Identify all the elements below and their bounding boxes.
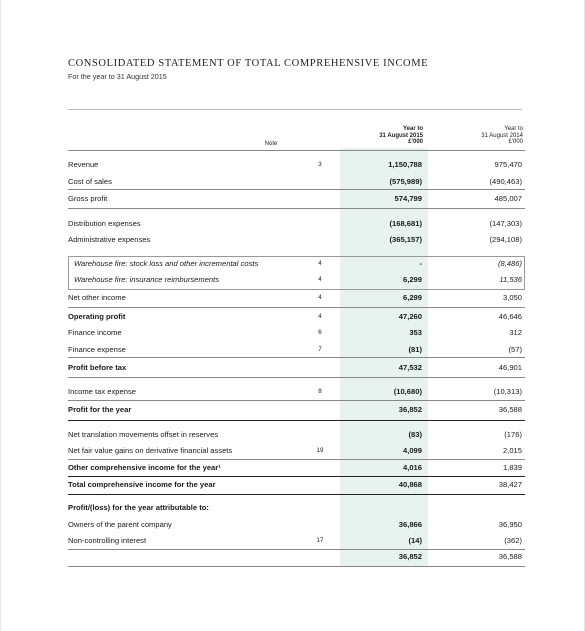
row-divider: [68, 476, 525, 477]
row-revenue: Revenue 3 1,150,788 975,470: [68, 160, 522, 169]
row-divider: [68, 189, 525, 190]
row-profit-for-the-year: Profit for the year 36,852 36,588: [68, 405, 522, 414]
row-net-other-income: Net other income 4 6,299 3,050: [68, 293, 522, 302]
row-non-controlling-interest: Non-controlling interest 17 (14) (362): [68, 536, 522, 545]
row-warehouse-fire-stock-loss: Warehouse fire: stock loss and other incremental costs 4 - (8,486): [74, 259, 522, 268]
row-owners-of-parent: Owners of the parent company 36,866 36,950: [68, 520, 522, 529]
note-column-header: Note: [264, 141, 278, 147]
page-title: CONSOLIDATED STATEMENT OF TOTAL COMPREHENSIVE INCOME: [68, 58, 429, 69]
header-divider: [68, 150, 525, 151]
row-divider: [68, 494, 525, 495]
row-finance-expense: Finance expense 7 (81) (57): [68, 345, 522, 354]
row-divider: [68, 307, 525, 308]
row-divider: [68, 459, 525, 460]
row-other-comprehensive-income: Other comprehensive income for the year¹ 4,016 1,839: [68, 463, 522, 472]
row-divider: [68, 208, 525, 209]
row-attributable-heading: Profit/(loss) for the year attributable to:: [68, 503, 209, 512]
row-divider: [68, 420, 525, 421]
row-divider: [68, 357, 525, 358]
row-finance-income: Finance income 6 353 312: [68, 328, 522, 337]
row-income-tax-expense: Income tax expense 8 (10,680) (10,313): [68, 387, 522, 396]
row-administrative-expenses: Administrative expenses (365,157) (294,108): [68, 235, 522, 244]
year-2014-column-header: Year to 31 August 2014 £'000: [481, 126, 523, 145]
header-rule: [68, 109, 522, 110]
row-distribution-expenses: Distribution expenses (168,681) (147,303): [68, 219, 522, 228]
row-cost-of-sales: Cost of sales (575,989) (490,463): [68, 177, 522, 186]
row-profit-before-tax: Profit before tax 47,532 46,901: [68, 363, 522, 372]
row-gross-profit: Gross profit 574,799 485,007: [68, 194, 522, 203]
row-net-translation-movements: Net translation movements offset in reserves (83) (176): [68, 430, 522, 439]
row-divider: [68, 377, 525, 378]
row-divider: [68, 400, 525, 401]
page-subtitle: For the year to 31 August 2015: [68, 72, 167, 81]
row-divider: [68, 566, 525, 567]
row-total-comprehensive-income: Total comprehensive income for the year 40,868 38,427: [68, 480, 522, 489]
year-2015-column-header: Year to 31 August 2015 £'000: [379, 126, 423, 145]
row-warehouse-fire-insurance: Warehouse fire: insurance reimbursements 4 6,299 11,536: [74, 275, 522, 284]
row-net-fair-value-gains: Net fair value gains on derivative financial assets 19 4,099 2,015: [68, 446, 522, 455]
row-operating-profit: Operating profit 4 47,260 46,646: [68, 312, 522, 321]
row-attributable-total: 36,852 36,588: [398, 552, 522, 561]
